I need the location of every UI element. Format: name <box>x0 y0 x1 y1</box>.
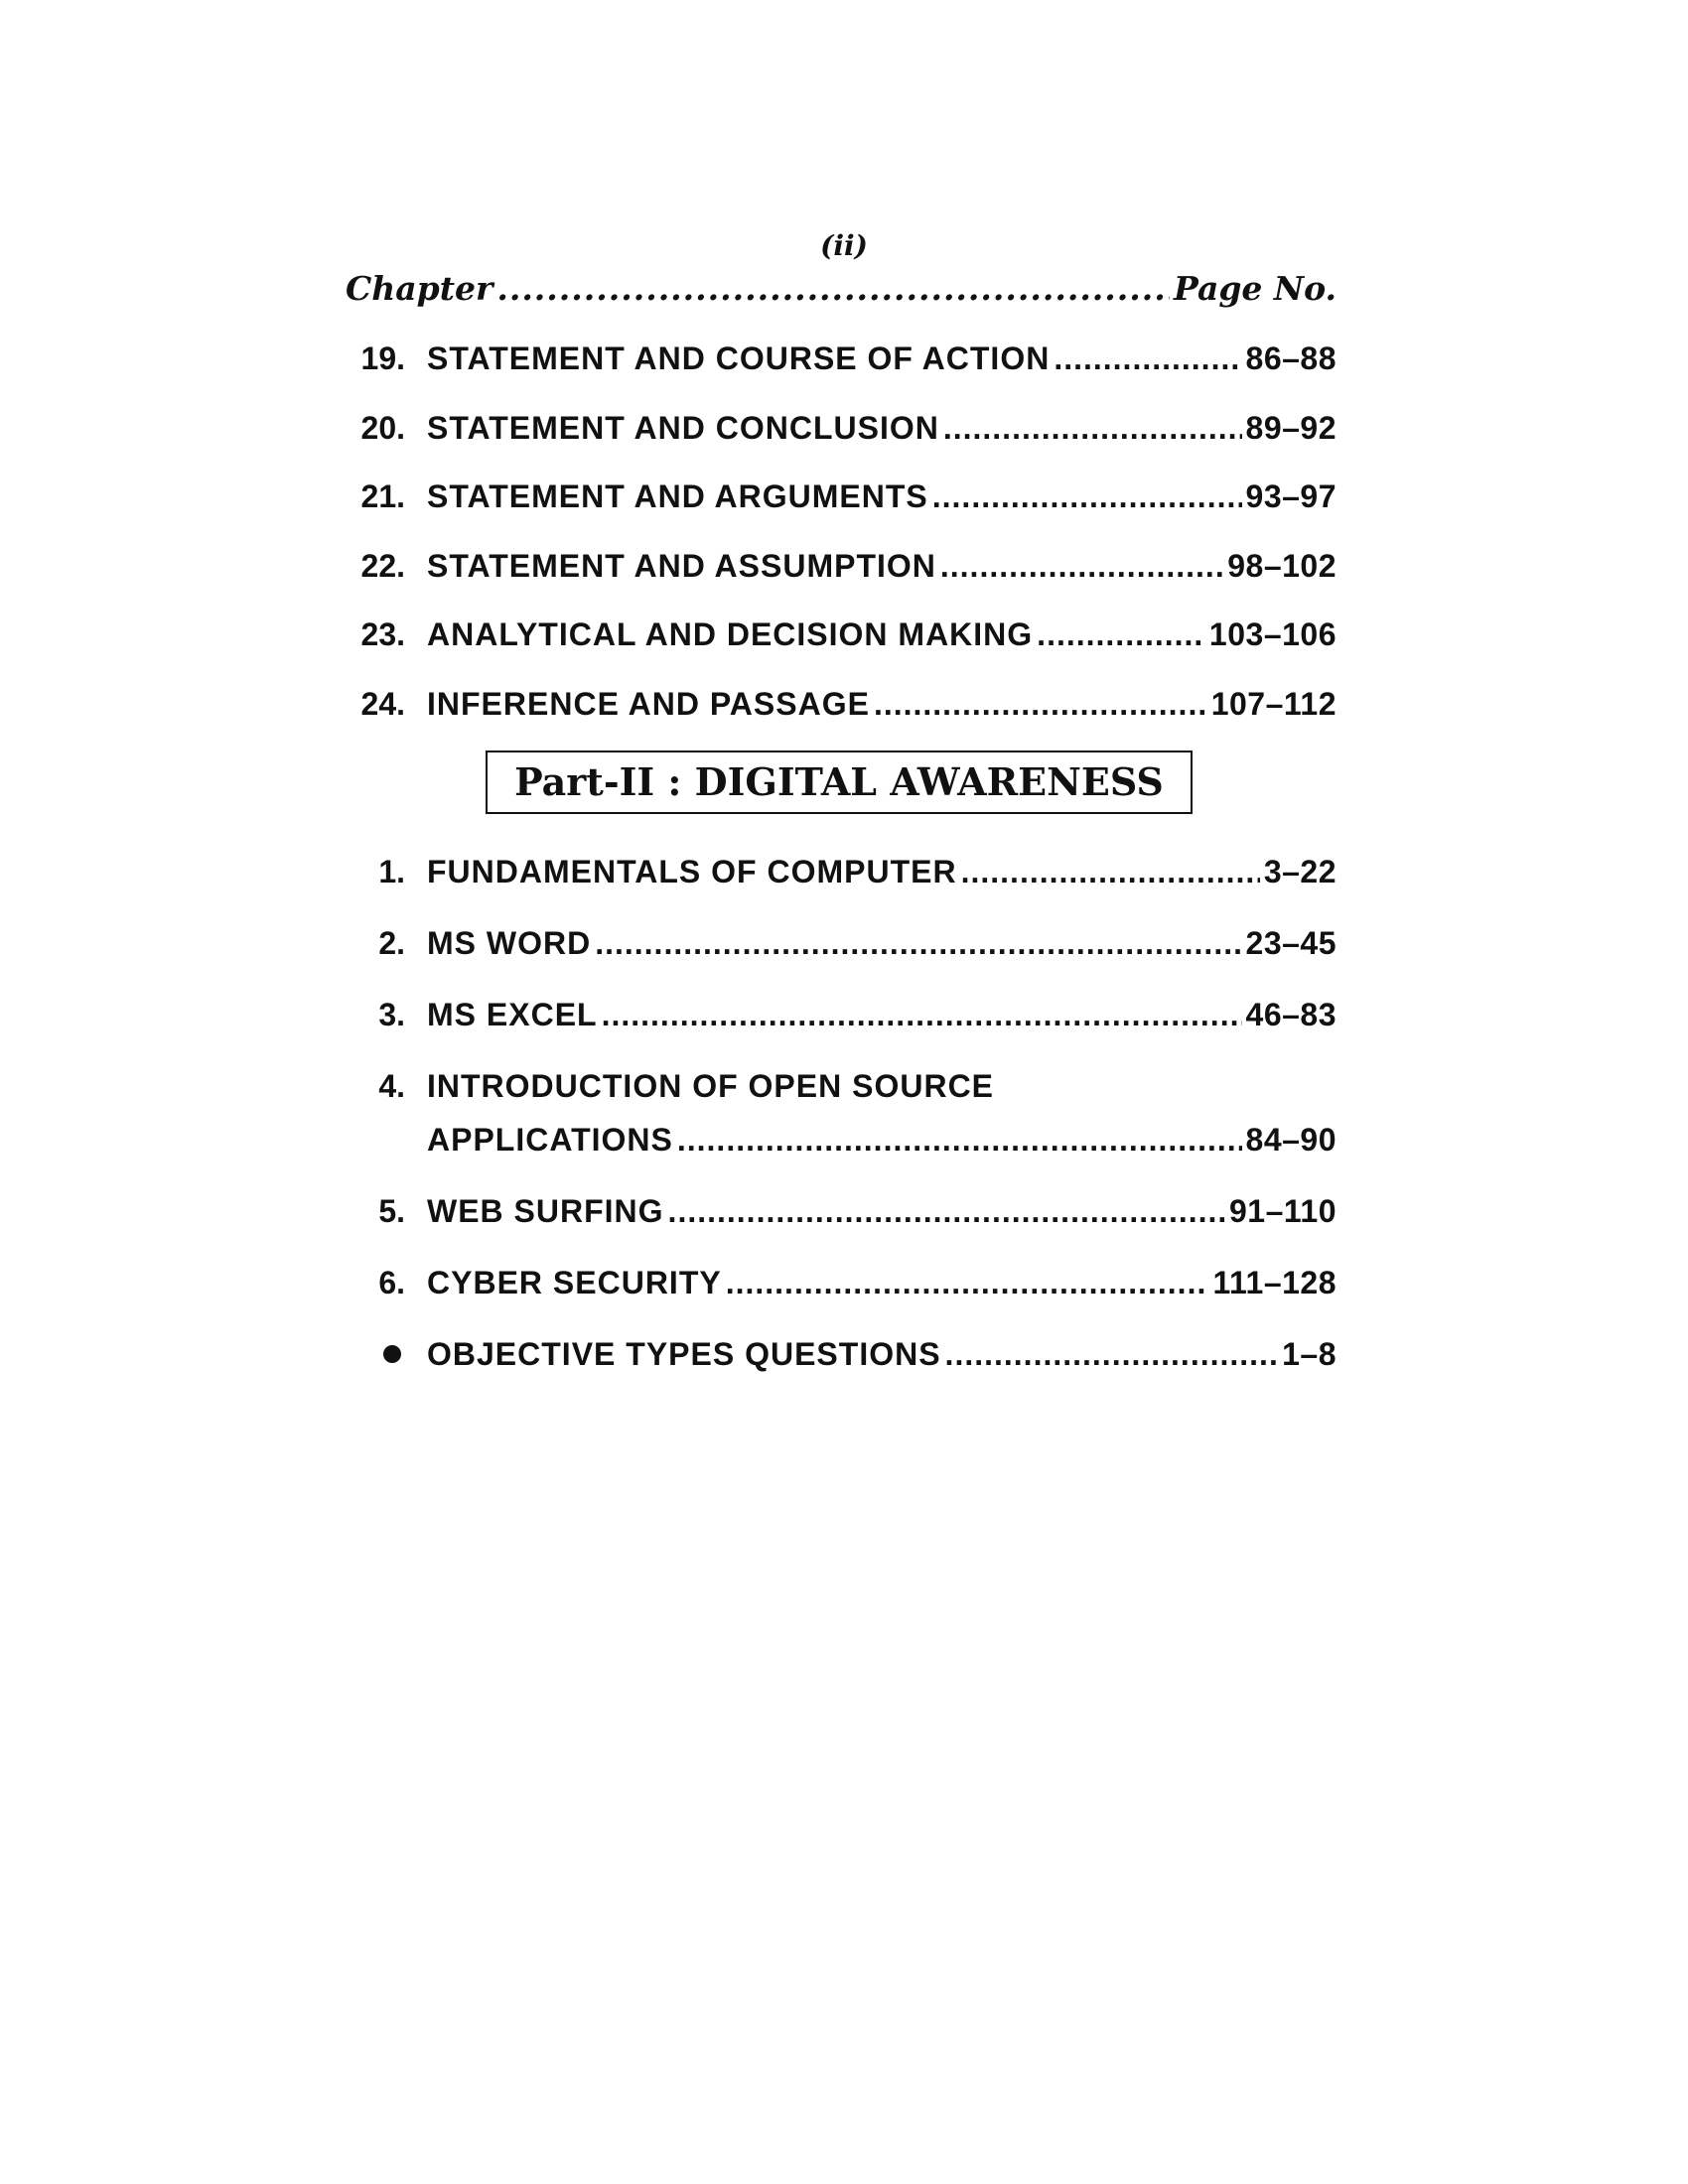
toc-entry <box>346 336 1336 381</box>
entry-title: CYBER SECURITY <box>427 1265 722 1300</box>
leader-dots <box>943 405 1242 451</box>
toc-entry <box>346 920 1336 966</box>
part-heading-box: Part-II : DIGITAL AWARENESS <box>486 751 1193 814</box>
toc-entry <box>346 543 1336 589</box>
leader-dots <box>940 543 1223 589</box>
entry-number: 3. <box>378 997 405 1032</box>
entry-number: 6. <box>378 1265 405 1300</box>
entry-title: STATEMENT AND COURSE OF ACTION <box>427 341 1051 376</box>
entry-number: 4. <box>378 1068 405 1104</box>
toc-entry <box>346 992 1336 1037</box>
leader-dots <box>595 920 1241 966</box>
entry-title: INFERENCE AND PASSAGE <box>427 686 870 722</box>
entry-pages: 23–45 <box>1245 925 1336 961</box>
toc-entry <box>346 1331 1336 1377</box>
entry-pages: 107–112 <box>1210 686 1336 722</box>
toc-header <box>346 266 1336 312</box>
entry-title: STATEMENT AND ARGUMENTS <box>427 478 928 514</box>
entry-title: OBJECTIVE TYPES QUESTIONS <box>427 1336 941 1372</box>
entry-title: STATEMENT AND CONCLUSION <box>427 410 939 446</box>
entry-pages: 98–102 <box>1227 548 1336 584</box>
entry-title: WEB SURFING <box>427 1193 664 1229</box>
entry-title: STATEMENT AND ASSUMPTION <box>427 548 936 584</box>
toc-entry <box>346 681 1336 727</box>
entry-number: 21. <box>360 478 405 514</box>
entry-title: MS EXCEL <box>427 997 598 1032</box>
page-no-heading: Page No. <box>1174 269 1336 308</box>
leader-dots <box>602 992 1242 1037</box>
entry-title: MS WORD <box>427 925 592 961</box>
entry-pages: 3–22 <box>1263 854 1336 889</box>
bullet-icon <box>383 1345 401 1363</box>
toc-entry <box>346 474 1336 519</box>
entry-title: FUNDAMENTALS OF COMPUTER <box>427 854 957 889</box>
leader-dots <box>668 1188 1225 1234</box>
toc-entry <box>346 1188 1336 1234</box>
entry-pages: 46–83 <box>1245 997 1336 1032</box>
entry-number: 2. <box>378 925 405 961</box>
entry-pages: 93–97 <box>1245 478 1336 514</box>
leader-dots <box>932 474 1242 519</box>
leader-dots <box>677 1117 1242 1162</box>
leader-dots <box>874 681 1207 727</box>
entry-title: APPLICATIONS <box>427 1122 673 1158</box>
leader-dots <box>961 849 1260 894</box>
toc-entry <box>346 405 1336 451</box>
entry-pages: 91–110 <box>1228 1193 1336 1229</box>
page-label: (ii) <box>820 229 868 262</box>
leader-dots <box>726 1260 1209 1305</box>
leader-dots <box>1037 612 1205 657</box>
entry-pages: 86–88 <box>1245 341 1336 376</box>
entry-number: 19. <box>360 341 405 376</box>
entry-number: 20. <box>360 410 405 446</box>
entry-pages: 1–8 <box>1282 1336 1336 1372</box>
entry-number: 23. <box>360 616 405 652</box>
toc-entry <box>346 612 1336 657</box>
entry-number: 1. <box>378 854 405 889</box>
leader-dots <box>496 266 1170 312</box>
entry-pages: 89–92 <box>1245 410 1336 446</box>
chapter-heading: Chapter <box>346 269 493 308</box>
leader-dots <box>1054 336 1241 381</box>
entry-number: 5. <box>378 1193 405 1229</box>
toc-entry <box>346 1063 1336 1162</box>
toc-entry <box>346 1260 1336 1305</box>
entry-pages: 103–106 <box>1208 616 1336 652</box>
entry-title-line1: INTRODUCTION OF OPEN SOURCE <box>427 1068 995 1104</box>
entry-pages: 84–90 <box>1245 1122 1336 1158</box>
entry-number: 22. <box>360 548 405 584</box>
toc-entry <box>346 849 1336 894</box>
leader-dots <box>945 1331 1279 1377</box>
entry-number: 24. <box>360 686 405 722</box>
entry-title: ANALYTICAL AND DECISION MAKING <box>427 616 1034 652</box>
entry-pages: 111–128 <box>1212 1265 1336 1300</box>
